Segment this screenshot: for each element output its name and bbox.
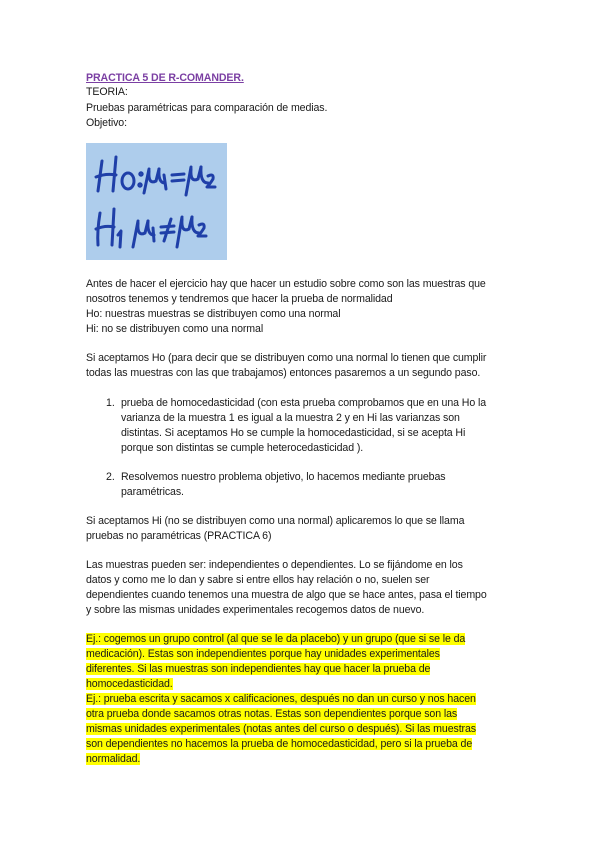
highlighted-line: Ej.: cogemos un grupo control (al que se le da placebo) y un grupo (que si se le da xyxy=(86,633,466,645)
list-item-line: porque son distintas se cumple heterocedasticidad ). xyxy=(121,442,364,454)
list-item-line: Resolvemos nuestro problema objetivo, lo hacemos mediante pruebas xyxy=(121,471,446,483)
handwritten-hypotheses-image xyxy=(86,143,227,260)
hypotheses-drawing xyxy=(86,143,227,260)
subtitle: Pruebas paramétricas para comparación de medias. xyxy=(86,102,328,114)
highlighted-line: diferentes. Si las muestras son independientes hay que hacer la prueba de xyxy=(86,663,431,675)
paragraph-line: Ho: nuestras muestras se distribuyen como una normal xyxy=(86,308,341,320)
paragraph-line: y sobre las mismas unidades experimentales recogemos datos de nuevo. xyxy=(86,604,425,616)
paragraph-line: Hi: no se distribuyen como una normal xyxy=(86,323,264,335)
highlighted-line: son dependientes no hacemos la prueba de homocedasticidad, pero si la prueba de xyxy=(86,738,473,750)
highlighted-line: Ej.: prueba escrita y sacamos x calificaciones, después no dan un curso y nos hacen xyxy=(86,693,476,705)
paragraph-line: datos y como me lo dan y sabre si entre ellos hay relación o no, suelen ser xyxy=(86,574,430,586)
list-item-line: distintas. Si aceptamos Ho se cumple la homocedasticidad, si se acepta Hi xyxy=(121,427,466,439)
highlighted-line: otra prueba donde sacamos otras notas. Estas son dependientes porque son las xyxy=(86,708,458,720)
objetivo-label: Objetivo: xyxy=(86,117,127,129)
paragraph-line: Si aceptamos Hi (no se distribuyen como una normal) aplicaremos lo que se llama xyxy=(86,515,465,527)
paragraph-line: Las muestras pueden ser: independientes o dependientes. Lo se fijándome en los xyxy=(86,559,463,571)
highlighted-line: mismas unidades experimentales (notas antes del curso o después). Si las muestras xyxy=(86,723,476,735)
document-title: PRACTICA 5 DE R-COMANDER. xyxy=(86,72,244,84)
list-item-line: varianza de la muestra 1 es igual a la muestra 2 y en Hi las varianzas son xyxy=(121,412,460,424)
section-heading-teoria: TEORIA: xyxy=(86,86,128,98)
list-item-line: paramétricas. xyxy=(121,486,184,498)
paragraph-line: Antes de hacer el ejercicio hay que hacer un estudio sobre como son las muestras que xyxy=(86,278,486,290)
paragraph-line: Si aceptamos Ho (para decir que se distribuyen como una normal lo tienen que cumplir xyxy=(86,352,487,364)
list-number: 1. xyxy=(106,397,115,409)
highlighted-line: medicación). Estas son independientes porque hay unidades experimentales xyxy=(86,648,440,660)
paragraph-line: dependientes cuando tenemos una muestra de algo que se hace antes, pasa el tiempo xyxy=(86,589,487,601)
list-item-line: prueba de homocedasticidad (con esta prueba comprobamos que en una Ho la xyxy=(121,397,486,409)
paragraph-line: todas las muestras con las que trabajamos) entonces pasaremos a un segundo paso. xyxy=(86,367,481,379)
paragraph-line: pruebas no paramétricas (PRACTICA 6) xyxy=(86,530,272,542)
list-number: 2. xyxy=(106,471,115,483)
highlighted-line: homocedasticidad. xyxy=(86,678,173,690)
highlighted-line: normalidad. xyxy=(86,753,141,765)
paragraph-line: nosotros tenemos y tendremos que hacer la prueba de normalidad xyxy=(86,293,393,305)
